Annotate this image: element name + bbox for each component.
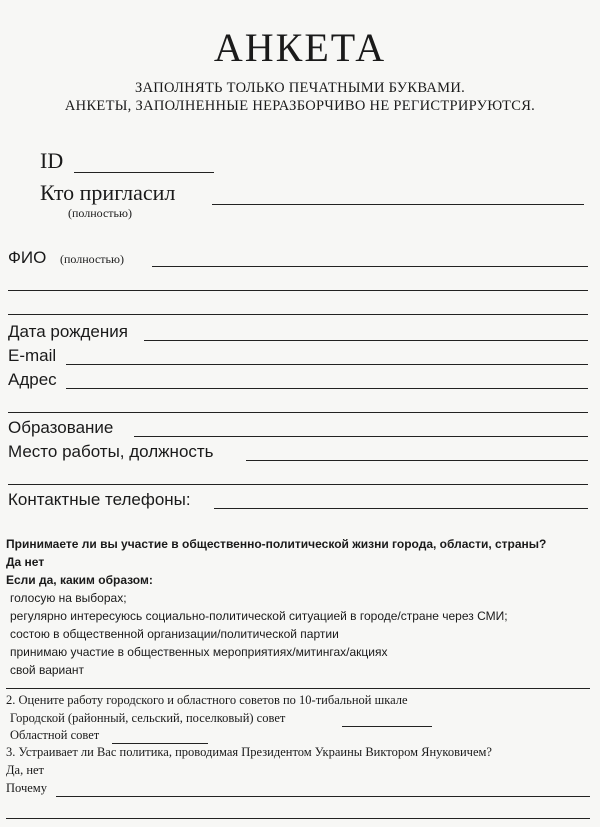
birth-date-field[interactable] (144, 340, 588, 341)
question-3-why-field-line-2[interactable] (6, 818, 590, 819)
fio-field-line-3[interactable] (8, 314, 588, 315)
question-1-option-custom[interactable]: свой вариант (10, 663, 85, 677)
fio-note: (полностью) (60, 252, 124, 266)
question-2-city-council-field[interactable] (342, 726, 432, 727)
question-1-option-voting[interactable]: голосую на выборах; (10, 591, 127, 605)
question-3-answer[interactable]: Да, нет (6, 763, 45, 777)
question-3-text: 3. Устраивает ли Вас политика, проводимая Президентом Украины Виктором Януковичем? (6, 745, 492, 759)
invited-by-field[interactable] (212, 204, 584, 205)
id-label: ID (40, 148, 64, 173)
invited-by-label: Кто пригласил (40, 180, 176, 205)
contact-phones-label: Контактные телефоны: (8, 490, 191, 509)
contact-phones-field[interactable] (214, 508, 588, 509)
question-1-answer[interactable]: Да нет (6, 555, 45, 569)
question-1-custom-field[interactable] (6, 688, 590, 689)
question-1-followup: Если да, каким образом: (6, 573, 153, 587)
fio-field[interactable] (152, 266, 588, 267)
form-subtitle-illegible-warning: АНКЕТЫ, ЗАПОЛНЕННЫЕ НЕРАЗБОРЧИВО НЕ РЕГИСТРИРУЮТСЯ. (64, 98, 536, 114)
id-field[interactable] (74, 172, 214, 173)
fio-label: ФИО (8, 248, 47, 267)
question-1-option-media[interactable]: регулярно интересуюсь социально-политической ситуацией в городе/стране через СМИ; (10, 609, 508, 623)
question-3-why-field[interactable] (56, 796, 590, 797)
form-title: АНКЕТА (213, 25, 387, 70)
question-1-text: Принимаете ли вы участие в общественно-политической жизни города, области, страны? (6, 537, 547, 551)
workplace-field-line-2[interactable] (8, 484, 588, 485)
invited-by-note: (полностью) (68, 206, 132, 220)
fio-field-line-2[interactable] (8, 290, 588, 291)
workplace-label: Место работы, должность (8, 442, 214, 461)
email-label: E-mail (8, 346, 57, 365)
question-3-why-label: Почему (6, 781, 47, 795)
address-label: Адрес (8, 370, 57, 389)
question-1-option-party-member[interactable]: состою в общественной организации/политической партии (10, 627, 339, 641)
form-subtitle-print-only: ЗАПОЛНЯТЬ ТОЛЬКО ПЕЧАТНЫМИ БУКВАМИ. (134, 80, 466, 96)
address-field[interactable] (66, 388, 588, 389)
question-2-regional-council-label: Областной совет (10, 728, 100, 742)
question-2-text: 2. Оцените работу городского и областного советов по 10-тибальной шкале (6, 693, 408, 707)
education-field[interactable] (134, 436, 588, 437)
address-field-line-2[interactable] (8, 412, 588, 413)
question-1-option-events[interactable]: принимаю участие в общественных мероприятиях/митингах/акциях (10, 645, 388, 659)
workplace-field[interactable] (246, 460, 588, 461)
birth-date-label: Дата рождения (8, 322, 128, 341)
email-field[interactable] (66, 364, 588, 365)
question-2-city-council-label: Городской (районный, сельский, поселковый) совет (10, 711, 286, 725)
question-2-regional-council-field[interactable] (112, 743, 208, 744)
education-label: Образование (8, 418, 114, 437)
